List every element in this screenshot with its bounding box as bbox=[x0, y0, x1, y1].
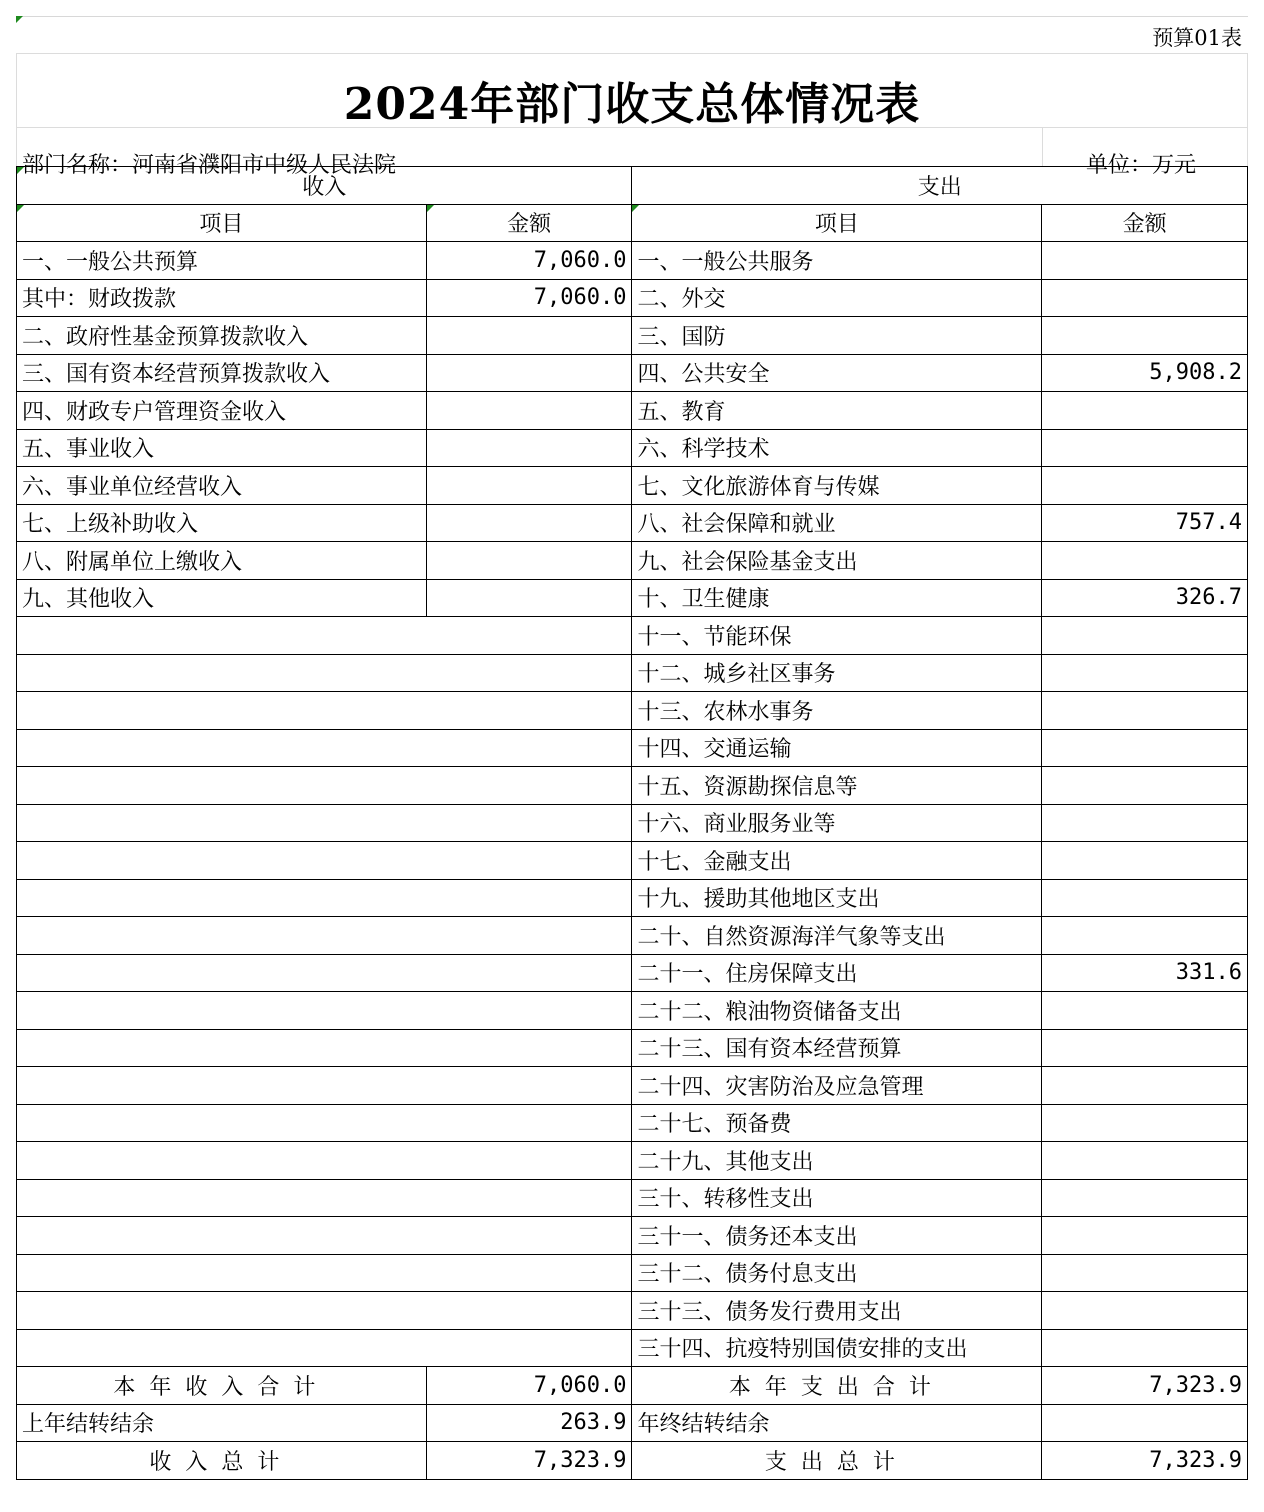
expense-section-header: 支出 bbox=[632, 167, 1248, 205]
expense-item-cell: 二十一、住房保障支出 bbox=[632, 954, 1042, 992]
income-total-value: 263.9 bbox=[426, 1404, 632, 1442]
expense-amount-cell bbox=[1042, 317, 1248, 355]
table-row bbox=[17, 242, 1248, 280]
table-row bbox=[17, 1217, 1248, 1255]
row-divider bbox=[16, 53, 1248, 54]
income-total-value: 7,060.0 bbox=[426, 1367, 632, 1405]
expense-amount-cell bbox=[1042, 842, 1248, 880]
expense-item-cell: 十、卫生健康 bbox=[632, 579, 1042, 617]
expense-amount-cell bbox=[1042, 1217, 1248, 1255]
expense-item-cell: 二十九、其他支出 bbox=[632, 1142, 1042, 1180]
income-item-header-label: 项目 bbox=[199, 212, 244, 238]
expense-amount-cell: 331.6 bbox=[1042, 954, 1248, 992]
expense-amount-cell bbox=[1042, 1292, 1248, 1330]
expense-amount-cell bbox=[1042, 279, 1248, 317]
expense-item-cell: 二、外交 bbox=[632, 279, 1042, 317]
table-row bbox=[17, 1329, 1248, 1367]
expense-item-cell: 一、一般公共服务 bbox=[632, 242, 1042, 280]
form-code: 预算01表 bbox=[1152, 26, 1242, 50]
expense-amount-cell bbox=[1042, 1104, 1248, 1142]
expense-item-cell: 二十三、国有资本经营预算 bbox=[632, 1029, 1042, 1067]
expense-amount-cell bbox=[1042, 242, 1248, 280]
income-amount-cell bbox=[426, 317, 632, 355]
expense-amount-cell bbox=[1042, 1142, 1248, 1180]
income-empty-cell bbox=[17, 1104, 632, 1142]
cell-marker bbox=[632, 205, 639, 212]
income-item-cell: 二、政府性基金预算拨款收入 bbox=[17, 317, 427, 355]
expense-item-header bbox=[632, 204, 1042, 242]
income-empty-cell bbox=[17, 1254, 632, 1292]
budget-table bbox=[16, 166, 1248, 1480]
income-empty-cell bbox=[17, 842, 632, 880]
grand-total-row bbox=[17, 1442, 1248, 1480]
table-row bbox=[17, 1029, 1248, 1067]
expense-item-cell: 十三、农林水事务 bbox=[632, 692, 1042, 730]
department-name: 部门名称：河南省濮阳市中级人民法院 bbox=[22, 153, 397, 178]
table-row bbox=[17, 954, 1248, 992]
expense-amount-cell bbox=[1042, 654, 1248, 692]
table-row bbox=[17, 504, 1248, 542]
income-total-label: 收入总计 bbox=[17, 1442, 427, 1480]
expense-total-label: 本年支出合计 bbox=[632, 1367, 1042, 1405]
table-row bbox=[17, 1142, 1248, 1180]
income-item-cell: 八、附属单位上缴收入 bbox=[17, 542, 427, 580]
expense-amount-cell bbox=[1042, 1179, 1248, 1217]
income-empty-cell bbox=[17, 804, 632, 842]
expense-amount-cell bbox=[1042, 729, 1248, 767]
income-amount-cell bbox=[426, 542, 632, 580]
expense-item-cell: 三十四、抗疫特别国债安排的支出 bbox=[632, 1329, 1042, 1367]
unit-label: 单位：万元 bbox=[1086, 153, 1197, 178]
income-total-label: 本年收入合计 bbox=[17, 1367, 427, 1405]
expense-amount-cell bbox=[1042, 992, 1248, 1030]
table-row bbox=[17, 804, 1248, 842]
table-row bbox=[17, 842, 1248, 880]
income-item-cell: 七、上级补助收入 bbox=[17, 504, 427, 542]
income-amount-header-label: 金额 bbox=[507, 212, 552, 238]
income-item-cell: 三、国有资本经营预算拨款收入 bbox=[17, 354, 427, 392]
expense-amount-cell bbox=[1042, 467, 1248, 505]
sheet-top-border bbox=[16, 16, 1248, 17]
income-amount-cell bbox=[426, 392, 632, 430]
income-empty-cell bbox=[17, 1029, 632, 1067]
table-row bbox=[17, 1292, 1248, 1330]
table-row bbox=[17, 392, 1248, 430]
expense-item-cell: 十六、商业服务业等 bbox=[632, 804, 1042, 842]
table-row bbox=[17, 279, 1248, 317]
expense-total-label: 年终结转结余 bbox=[632, 1404, 1042, 1442]
expense-item-cell: 十七、金融支出 bbox=[632, 842, 1042, 880]
expense-amount-cell bbox=[1042, 767, 1248, 805]
income-amount-header bbox=[426, 204, 632, 242]
income-empty-cell bbox=[17, 692, 632, 730]
income-header-label: 收入 bbox=[302, 174, 347, 200]
table-row bbox=[17, 1254, 1248, 1292]
expense-item-cell: 七、文化旅游体育与传媒 bbox=[632, 467, 1042, 505]
table-row bbox=[17, 542, 1248, 580]
expense-total-value bbox=[1042, 1404, 1248, 1442]
expense-item-cell: 五、教育 bbox=[632, 392, 1042, 430]
expense-amount-header: 金额 bbox=[1042, 204, 1248, 242]
income-amount-cell bbox=[426, 504, 632, 542]
income-amount-cell bbox=[426, 467, 632, 505]
expense-item-cell: 十四、交通运输 bbox=[632, 729, 1042, 767]
expense-amount-cell bbox=[1042, 617, 1248, 655]
cell-marker bbox=[427, 205, 434, 212]
table-row bbox=[17, 917, 1248, 955]
column-divider bbox=[1042, 128, 1043, 166]
expense-item-cell: 八、社会保障和就业 bbox=[632, 504, 1042, 542]
income-item-cell: 九、其他收入 bbox=[17, 579, 427, 617]
income-item-cell: 一、一般公共预算 bbox=[17, 242, 427, 280]
income-amount-cell: 7,060.0 bbox=[426, 242, 632, 280]
expense-amount-cell bbox=[1042, 1329, 1248, 1367]
cell-marker bbox=[17, 205, 24, 212]
expense-amount-cell bbox=[1042, 804, 1248, 842]
expense-amount-cell bbox=[1042, 542, 1248, 580]
income-empty-cell bbox=[17, 1067, 632, 1105]
income-empty-cell bbox=[17, 729, 632, 767]
income-item-cell: 六、事业单位经营收入 bbox=[17, 467, 427, 505]
income-empty-cell bbox=[17, 1292, 632, 1330]
table-row bbox=[17, 692, 1248, 730]
page-title: 2024年部门收支总体情况表 bbox=[343, 79, 921, 130]
year-total-row bbox=[17, 1367, 1248, 1405]
expense-amount-cell bbox=[1042, 917, 1248, 955]
expense-amount-cell bbox=[1042, 429, 1248, 467]
expense-item-cell: 三、国防 bbox=[632, 317, 1042, 355]
table-row bbox=[17, 317, 1248, 355]
expense-amount-cell: 5,908.2 bbox=[1042, 354, 1248, 392]
cell-marker bbox=[17, 167, 24, 174]
expense-item-cell: 十九、援助其他地区支出 bbox=[632, 879, 1042, 917]
table-row bbox=[17, 467, 1248, 505]
expense-total-label: 支出总计 bbox=[632, 1442, 1042, 1480]
table-row bbox=[17, 617, 1248, 655]
table-row bbox=[17, 429, 1248, 467]
income-amount-cell bbox=[426, 579, 632, 617]
expense-amount-cell bbox=[1042, 1029, 1248, 1067]
expense-amount-cell bbox=[1042, 879, 1248, 917]
table-row bbox=[17, 992, 1248, 1030]
income-empty-cell bbox=[17, 954, 632, 992]
income-item-header bbox=[17, 204, 427, 242]
income-total-label: 上年结转结余 bbox=[17, 1404, 427, 1442]
expense-amount-cell bbox=[1042, 692, 1248, 730]
income-item-cell: 五、事业收入 bbox=[17, 429, 427, 467]
income-empty-cell bbox=[17, 617, 632, 655]
expense-amount-cell: 757.4 bbox=[1042, 504, 1248, 542]
expense-item-cell: 十二、城乡社区事务 bbox=[632, 654, 1042, 692]
income-total-value: 7,323.9 bbox=[426, 1442, 632, 1480]
section-header-row bbox=[17, 167, 1248, 205]
table-row bbox=[17, 1104, 1248, 1142]
expense-item-cell: 三十三、债务发行费用支出 bbox=[632, 1292, 1042, 1330]
expense-item-cell: 三十、转移性支出 bbox=[632, 1179, 1042, 1217]
income-amount-cell bbox=[426, 429, 632, 467]
expense-item-cell: 三十二、债务付息支出 bbox=[632, 1254, 1042, 1292]
income-empty-cell bbox=[17, 992, 632, 1030]
income-empty-cell bbox=[17, 917, 632, 955]
table-row bbox=[17, 1179, 1248, 1217]
income-item-cell: 其中：财政拨款 bbox=[17, 279, 427, 317]
income-empty-cell bbox=[17, 1329, 632, 1367]
table-row bbox=[17, 767, 1248, 805]
expense-item-cell: 十一、节能环保 bbox=[632, 617, 1042, 655]
income-amount-cell bbox=[426, 354, 632, 392]
expense-total-value: 7,323.9 bbox=[1042, 1442, 1248, 1480]
expense-item-cell: 十五、资源勘探信息等 bbox=[632, 767, 1042, 805]
expense-amount-cell bbox=[1042, 392, 1248, 430]
income-empty-cell bbox=[17, 879, 632, 917]
table-row bbox=[17, 579, 1248, 617]
expense-item-cell: 三十一、债务还本支出 bbox=[632, 1217, 1042, 1255]
table-row bbox=[17, 354, 1248, 392]
table-row bbox=[17, 654, 1248, 692]
expense-item-cell: 二十四、灾害防治及应急管理 bbox=[632, 1067, 1042, 1105]
income-empty-cell bbox=[17, 1179, 632, 1217]
income-section-header bbox=[17, 167, 632, 205]
expense-item-cell: 二十、自然资源海洋气象等支出 bbox=[632, 917, 1042, 955]
column-header-row bbox=[17, 204, 1248, 242]
expense-amount-cell bbox=[1042, 1067, 1248, 1105]
expense-item-cell: 九、社会保险基金支出 bbox=[632, 542, 1042, 580]
cell-marker bbox=[16, 16, 23, 23]
expense-item-cell: 四、公共安全 bbox=[632, 354, 1042, 392]
expense-amount-cell bbox=[1042, 1254, 1248, 1292]
expense-amount-cell: 326.7 bbox=[1042, 579, 1248, 617]
income-empty-cell bbox=[17, 767, 632, 805]
expense-item-header-label: 项目 bbox=[814, 212, 859, 238]
income-item-cell: 四、财政专户管理资金收入 bbox=[17, 392, 427, 430]
income-empty-cell bbox=[17, 1142, 632, 1180]
income-empty-cell bbox=[17, 654, 632, 692]
expense-item-cell: 二十二、粮油物资储备支出 bbox=[632, 992, 1042, 1030]
table-row bbox=[17, 879, 1248, 917]
expense-item-cell: 二十七、预备费 bbox=[632, 1104, 1042, 1142]
income-amount-cell: 7,060.0 bbox=[426, 279, 632, 317]
expense-item-cell: 六、科学技术 bbox=[632, 429, 1042, 467]
expense-total-value: 7,323.9 bbox=[1042, 1367, 1248, 1405]
table-row bbox=[17, 729, 1248, 767]
table-row bbox=[17, 1067, 1248, 1105]
income-empty-cell bbox=[17, 1217, 632, 1255]
carry-over-row bbox=[17, 1404, 1248, 1442]
